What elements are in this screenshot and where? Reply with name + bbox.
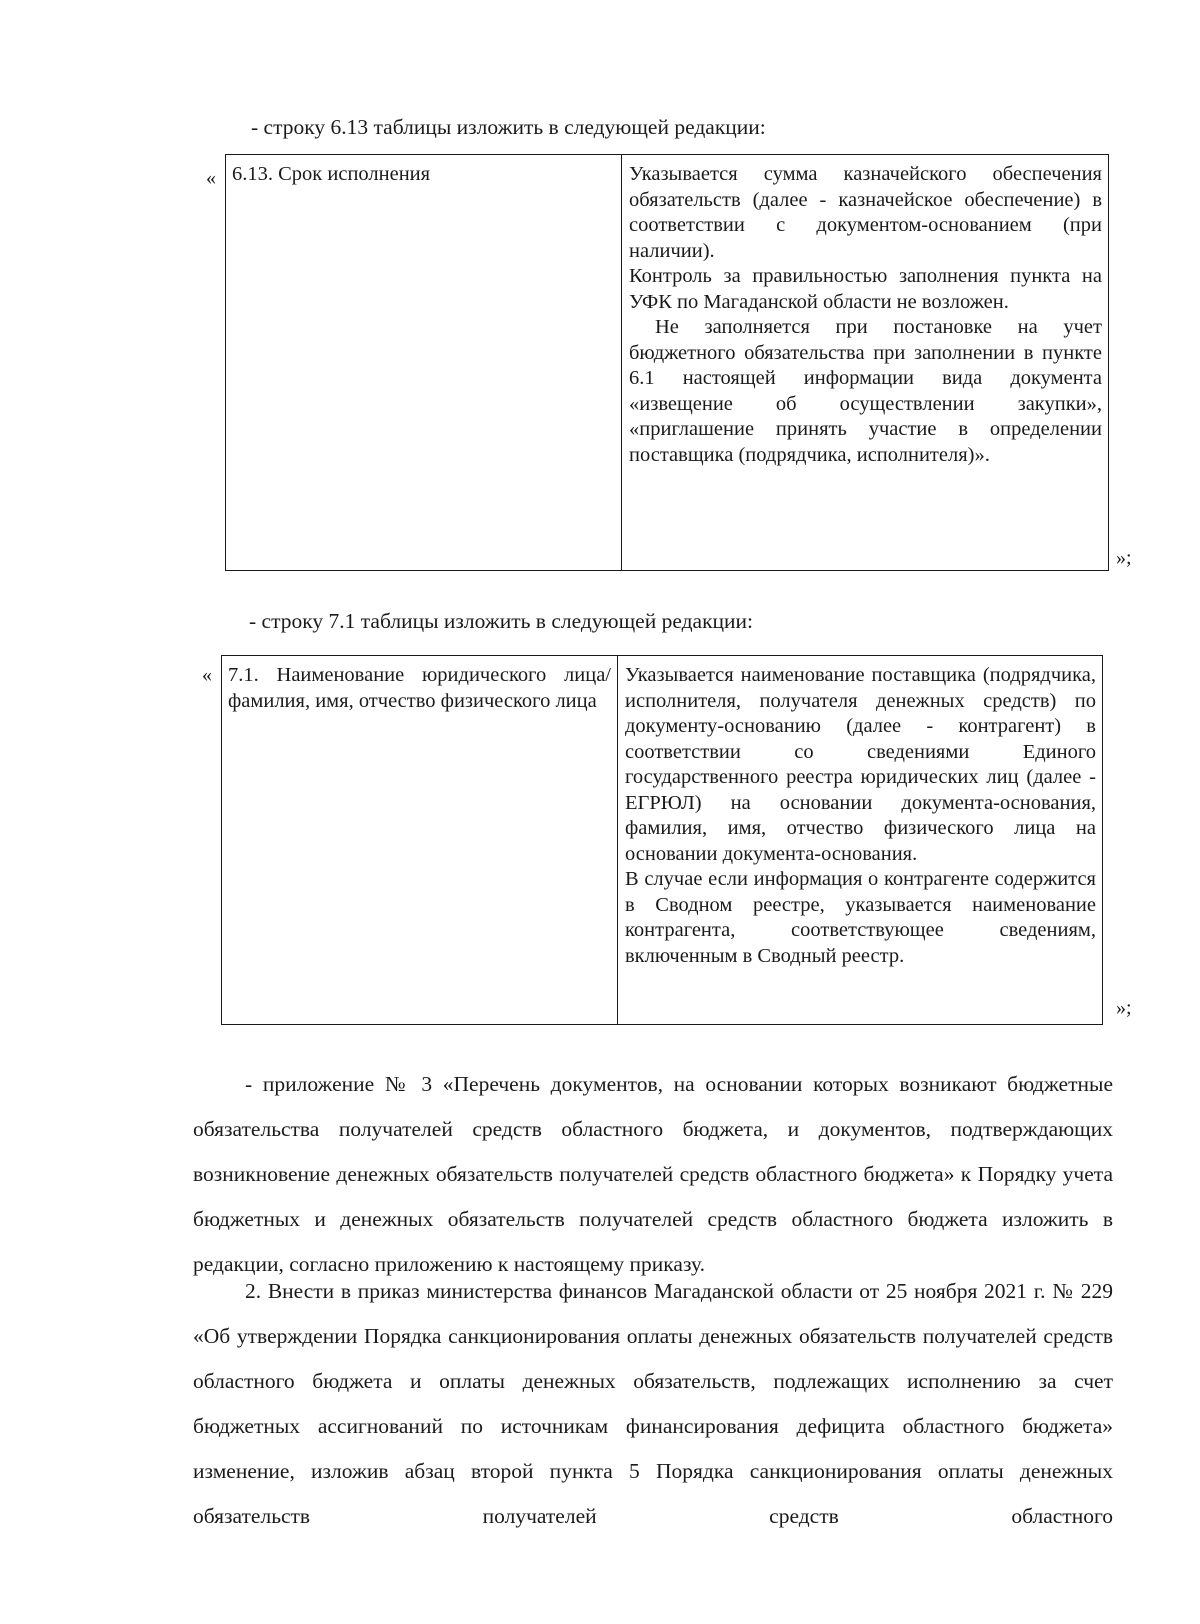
row-description-paragraph: В случае если информация о контрагенте содержится в Сводном реестре, указывается наименование контрагента, соответствующее сведениям, включенным в Сводный реестр. — [625, 868, 1096, 967]
row-description-cell — [622, 155, 1108, 570]
appendix-paragraph: - приложение № 3 «Перечень документов, на основании которых возникают бюджетные обязательства получателей средств областного бюджета, и документов, подтверждающих возникновение денежных обязательств получателей средств областного бюджета» к Порядку учета бюджетных и денежных обязательств получателей средств областного бюджета изложить в редакции, согласно приложению к настоящему приказу. — [193, 1072, 1113, 1276]
row-label-cell — [226, 155, 622, 570]
row-description-cell — [618, 656, 1102, 1024]
section2-closing-quote: »; — [1116, 997, 1132, 1019]
row-description-paragraph: Указывается наименование поставщика (подрядчика, исполнителя, получателя денежных средств) по документу-основанию (далее - контрагент) в соответствии со сведениями Единого государственного реестра юридических лиц (далее - ЕГРЮЛ) на основании документа-основания, фамилия, имя, отчество физического лица на основании документа-основания. — [625, 664, 1096, 865]
row-description-paragraph: Контроль за правильностью заполнения пункта на УФК по Магаданской области не возложен. — [629, 265, 1102, 313]
section1-intro: - строку 6.13 таблицы изложить в следующей редакции: — [251, 115, 766, 139]
table-row-7-1 — [221, 655, 1103, 1025]
row-label-cell — [222, 656, 618, 1024]
item-two-paragraph-block — [193, 1269, 1113, 1539]
row-label: 7.1. Наименование юридического лица/фамилия, имя, отчество физического лица — [228, 664, 611, 712]
item-two-paragraph: 2. Внести в приказ министерства финансов Магаданской области от 25 ноября 2021 г. № 229 «Об утверждении Порядка санкционирования оплаты денежных обязательств получателей средств областного бюджета и оплаты денежных обязательств, подлежащих исполнению за счет бюджетных ассигнований по источникам финансирования дефицита областного бюджета» изменение, изложив абзац второй пункта 5 Порядка санкционирования оплаты денежных обязательств получателей средств областного — [193, 1279, 1113, 1528]
row-description-paragraph: Указывается сумма казначейского обеспечения обязательств (далее - казначейское обеспечение) в соответствии с документом-основанием (при наличии). — [629, 163, 1102, 262]
section1-closing-quote: »; — [1116, 547, 1132, 569]
section2-opening-quote: « — [202, 664, 212, 686]
row-label: 6.13. Срок исполнения — [232, 163, 431, 185]
section1-opening-quote: « — [206, 167, 216, 189]
appendix-paragraph-block — [193, 1062, 1113, 1287]
section2-intro: - строку 7.1 таблицы изложить в следующей редакции: — [249, 609, 754, 633]
row-description-paragraph: Не заполняется при постановке на учет бюджетного обязательства при заполнении в пункте 6.1 настоящей информации вида документа «извещение об осуществлении закупки», «приглашение принять участие в определении поставщика (подрядчика, исполнителя)». — [629, 316, 1102, 466]
table-row-6-13 — [225, 154, 1109, 571]
